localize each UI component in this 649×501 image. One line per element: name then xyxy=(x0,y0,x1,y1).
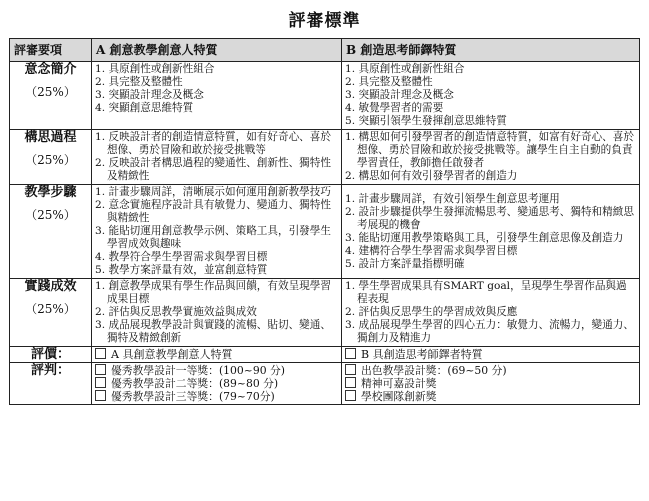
list-item: 1. 計畫步驟周詳，清晰展示如何運用創新教學技巧 xyxy=(95,186,331,198)
list-item: 1. 具原創性或創新性組合 xyxy=(95,63,215,75)
award-option[interactable] xyxy=(95,377,338,390)
cell-a xyxy=(92,279,342,347)
judgement-left xyxy=(92,363,342,405)
checkbox-icon[interactable] xyxy=(345,390,356,401)
evaluation-option-b[interactable] xyxy=(342,347,640,363)
list-item: 4. 敏覺學習者的需要 xyxy=(345,102,444,114)
evaluation-row xyxy=(10,347,640,363)
checkbox-icon[interactable] xyxy=(95,390,106,401)
checkbox-icon[interactable] xyxy=(345,364,356,375)
award-label: 學校團隊創新獎 xyxy=(361,390,437,403)
cell-b xyxy=(342,279,640,347)
cell-b xyxy=(342,130,640,185)
list-item: 4. 教學符合學生學習需求與學習目標 xyxy=(95,251,268,263)
list-item: 1. 創意教學成果有學生作品與回饋，有效呈現學習成果目標 xyxy=(95,280,331,305)
list-item: 5. 突顯引領學生發揮創意思維特質 xyxy=(345,115,507,127)
list-item: 5. 教學方案評量有效，並富創意特質 xyxy=(95,264,268,276)
criterion-weight: （25%） xyxy=(25,85,76,99)
evaluation-option-a[interactable] xyxy=(92,347,342,363)
award-option[interactable] xyxy=(345,377,636,390)
award-label: 優秀教學設計三等獎：(79~70分) xyxy=(111,390,275,403)
list-item: 3. 突顯設計理念及概念 xyxy=(95,89,204,101)
checkbox-icon[interactable] xyxy=(345,377,356,388)
list-item: 3. 成品展現教學設計與實踐的流暢、貼切、變通、獨特及精緻創新 xyxy=(95,319,331,344)
criterion-weight: （25%） xyxy=(25,302,76,316)
rubric-table xyxy=(9,38,640,405)
list-item: 1. 具原創性或創新性組合 xyxy=(345,63,465,75)
cell-b xyxy=(342,185,640,279)
row-results xyxy=(10,279,640,347)
list-item: 2. 意念實施程序設計具有敏覺力、變通力、獨特性與精緻性 xyxy=(95,199,331,224)
criterion-name: 教學步驟 xyxy=(24,185,77,200)
evaluation-a-label: A 具創意教學創意人特質 xyxy=(111,348,233,361)
list-item: 2. 反映設計者構思過程的變通性、創新性、獨特性及精緻性 xyxy=(95,157,331,182)
list-item: 4. 建構符合學生學習需求與學習目標 xyxy=(345,244,518,257)
cell-a xyxy=(92,130,342,185)
list-item: 3. 能貼切運用教學策略與工具，引發學生創意思像及創造力 xyxy=(345,231,624,244)
header-row xyxy=(10,39,640,62)
row-idea xyxy=(10,62,640,130)
list-item: 4. 突顯創意思維特質 xyxy=(95,102,194,114)
award-option[interactable] xyxy=(345,364,636,377)
header-criteria: 評審要項 xyxy=(10,39,92,62)
list-item: 3. 突顯設計理念及概念 xyxy=(345,89,454,101)
list-item: 1. 學生學習成果具有SMART goal，呈現學生學習作品與過程表現 xyxy=(345,280,627,305)
row-label xyxy=(10,279,92,347)
cell-b xyxy=(342,62,640,130)
row-label xyxy=(10,185,92,279)
list-item: 2. 評估與反思學生的學習成效與反應 xyxy=(345,306,518,318)
cell-a xyxy=(92,185,342,279)
cell-a xyxy=(92,62,342,130)
list-item: 2. 具完整及整體性 xyxy=(95,76,183,88)
judgement-right xyxy=(342,363,640,405)
criterion-name: 構思過程 xyxy=(24,130,77,145)
checkbox-icon[interactable] xyxy=(95,364,106,375)
list-item: 2. 設計步驟提供學生發揮流暢思考、變通思考、獨特和精緻思考展現的機會 xyxy=(345,205,634,231)
page-title: 評審標準 xyxy=(288,11,361,31)
list-item: 3. 能貼切運用創意教學示例、策略工具，引發學生學習成效與趣味 xyxy=(95,225,331,250)
row-label xyxy=(10,363,92,405)
award-option[interactable] xyxy=(95,364,338,377)
checkbox-icon[interactable] xyxy=(345,348,356,359)
list-item: 2. 評估與反思教學實施效益與成效 xyxy=(95,306,257,318)
award-option[interactable] xyxy=(95,390,338,403)
row-label xyxy=(10,62,92,130)
criterion-name: 實踐成效 xyxy=(24,279,77,294)
evaluation-b-label: B 具創造思考師鐸者特質 xyxy=(361,348,483,361)
header-b: B 創造思考師鐸特質 xyxy=(342,39,640,62)
criterion-weight: （25%） xyxy=(25,153,76,167)
list-item: 1. 計畫步驟周詳，有效引領學生創意思考運用 xyxy=(345,192,560,205)
list-item: 3. 成品展現學生學習的四心五力：敏覺力、流暢力，變通力、獨創力及精進力 xyxy=(345,319,634,344)
row-steps xyxy=(10,185,640,279)
criterion-name: 意念簡介 xyxy=(24,62,77,77)
checkbox-icon[interactable] xyxy=(95,348,106,359)
judgement-row xyxy=(10,363,640,405)
list-item: 2. 構思如何有效引發學習者的創造力 xyxy=(345,170,518,182)
award-label: 優秀教學設計二等獎：(89~80 分) xyxy=(111,377,279,390)
award-label: 優秀教學設計一等獎：(100~90 分) xyxy=(111,364,286,377)
header-a: A 創意教學創意人特質 xyxy=(92,39,342,62)
award-option[interactable] xyxy=(345,390,636,403)
criterion-weight: （25%） xyxy=(25,208,76,222)
evaluation-label: 評價： xyxy=(30,347,70,362)
list-item: 1. 構思如何引發學習者的創造情意特質，如富有好奇心、喜於想像、勇於冒險和敢於接受挑戰等。讓學生自主自動的負責學習責任，教師擔任啟發者 xyxy=(345,131,634,169)
row-label xyxy=(10,347,92,363)
row-label xyxy=(10,130,92,185)
list-item: 5. 設計方案評量指標明確 xyxy=(345,257,465,270)
judgement-label: 評判： xyxy=(30,363,70,378)
row-process xyxy=(10,130,640,185)
checkbox-icon[interactable] xyxy=(95,377,106,388)
list-item: 1. 反映設計者的創造情意特質，如有好奇心、喜於想像、勇於冒險和敢於接受挑戰等 xyxy=(95,131,331,156)
award-label: 精神可嘉設計獎 xyxy=(361,377,437,390)
award-label: 出色教學設計獎：(69~50 分) xyxy=(361,364,507,377)
list-item: 2. 具完整及整體性 xyxy=(345,76,433,88)
